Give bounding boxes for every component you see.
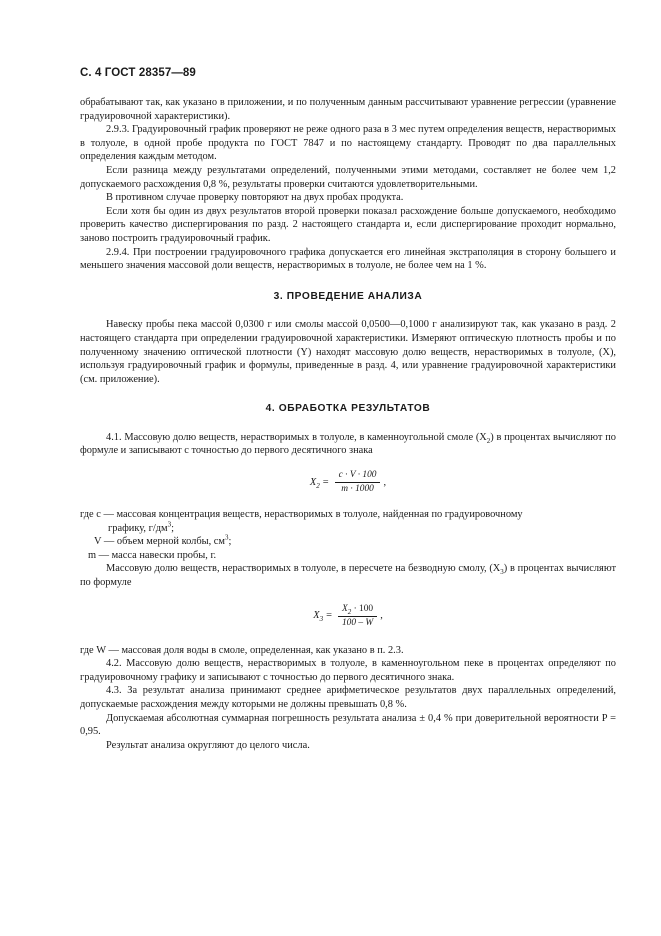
paragraph: Если разница между результатами определений, полученными этими методами, составляет не более чем 1,2 допускаемого расхождения 0,8 %, результаты проверки считаются удовлетворительными. [80,164,616,190]
equals-sign: = [322,476,329,488]
definition-c-cont: графику, $г/дм^3$; [108,520,175,534]
paragraph: В противном случае проверку повторяют на двух пробах продукта. [106,192,404,204]
formula-x2 [80,470,616,495]
numerator: $X_2 \cdot 100$ [338,604,377,617]
denominator: m · 1000 [341,484,374,495]
paragraph-2-9-4: 2.9.4. При построении градуировочного графика допускается его линейная экстраполяция в сторону большего и меньшего значения массовой доли веществ, нерастворимых в толуоле, не более чем на 1 %. [80,246,616,272]
formula-x3 [80,604,616,629]
equals-sign: = [326,610,332,622]
text: 4.1. Массовую долю веществ, нерастворимых в толуоле, в каменноугольной смоле (X [106,431,487,443]
formula-lhs: $X_3$ [313,610,324,624]
text: ) в процентах вычисляют по формуле и записывают с точностью до первого десятичного знака [80,431,616,457]
paragraph-2-9-3: 2.9.3. Градуировочный график проверяют не реже одного раза в 3 мес путем определения веществ, нерастворимых в толуоле, в одной пробе продукта по ГОСТ 7847 и по настоящему стандарту. Проводят по два параллельных определения каждым методом. [80,124,617,163]
definition-V: V — объем мерной колбы, $см^3$; [94,533,232,548]
section-4-heading: 4. ОБРАБОТКА РЕЗУЛЬТАТОВ [265,403,431,415]
fraction [335,470,381,495]
paragraph: Допускаемая абсолютная суммарная погрешность результата анализа ± 0,4 % при доверительной вероятности P = 0,95. [80,712,616,738]
denominator: 100 – W [341,617,374,628]
paragraph: Результат анализа округляют до целого числа. [106,739,310,751]
subscript: 2 [486,436,491,445]
definition-m: m — масса навески пробы, г. [88,549,217,561]
definition-W: где W — массовая доля воды в смоле, определенная, как указано в п. 2.3. [80,644,404,656]
paragraph: Если хотя бы один из двух результатов второй проверки показал расхождение больше допускаемого, необходимо проверить качество диспергирования по разд. 2 настоящего стандарта и, если диспергирование проходит нормально, заново построить градуировочный график. [80,205,616,244]
paragraph-4-3: 4.3. За результат анализа принимают среднее арифметическое результатов двух параллельных определений, допускаемые расхождения между которыми не должны превышать 0,8 %. [80,685,616,710]
paragraph-x3: Массовую долю веществ, нерастворимых в толуоле, в пересчете на безводную смолу, $(X_3)$ в процентах вычисляют по формуле [80,563,616,589]
paragraph-4-1 [80,431,616,458]
formula-tail: , [383,476,387,488]
fraction [338,604,377,629]
paragraph-4-2: 4.2. Массовую долю веществ, нерастворимых в толуоле, в каменноугольном пеке в процентах определяют по градуировочному графику и записывают с точностью до первого десятичного знака. [80,658,616,683]
section-3-heading: 3. ПРОВЕДЕНИЕ АНАЛИЗА [273,290,423,302]
paragraph: обрабатывают так, как указано в приложении, и по полученным данным рассчитывают уравнение регрессии (уравнение градуировочной характеристики). [80,97,616,122]
section-3-paragraph: Навеску пробы пека массой 0,0300 г или смолы массой 0,0500—0,1000 г анализируют так, как указано в разд. 2 настоящего стандарта при определении градуировочной характеристики. Измеряют оптическую плотность пробы и по полученному значению оптической плотности (Y) находят массовую долю веществ, нерастворимых в толуоле, (X), используя градуировочный график и формулы, приведенные в разд. 4, или уравнение градуировочной характеристики (см. приложение). [80,319,616,385]
document-body [80,96,616,752]
formula-lhs: $X_2$ [309,476,320,490]
definition-c: где c — массовая концентрация веществ, нерастворимых в толуоле, найденная по градуировочному [80,509,523,521]
page-header: С. 4 ГОСТ 28357—89 [80,67,196,79]
numerator: c · V · 100 [335,470,381,483]
formula-tail: , [380,610,383,622]
